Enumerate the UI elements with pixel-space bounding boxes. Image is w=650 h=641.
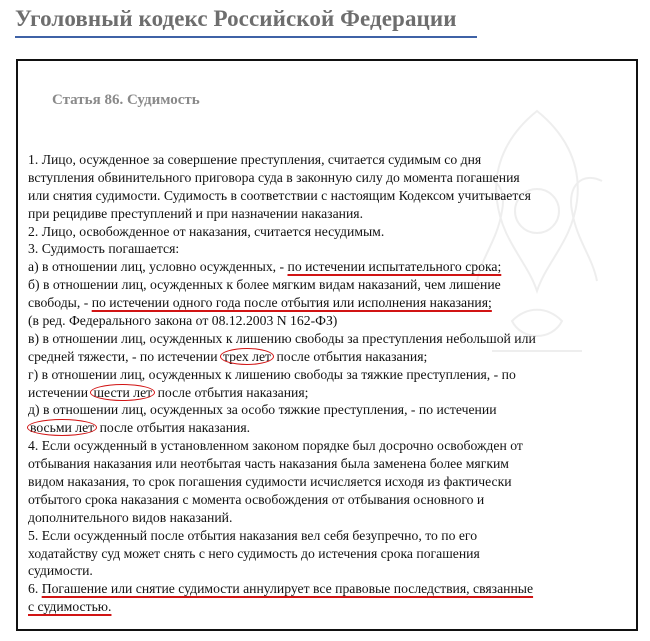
line-text: отбывания наказания или неотбытая часть наказания была заменена более мягким <box>28 456 509 472</box>
article-line <box>28 258 632 276</box>
article-line <box>28 580 632 598</box>
line-text: 3. Судимость погашается: <box>28 241 180 257</box>
line-text: 1. Лицо, осужденное за совершение преступления, считается судимым со дня <box>28 152 482 167</box>
line-text: судимости. <box>28 563 93 579</box>
article-line <box>28 527 632 545</box>
article-line <box>28 187 632 205</box>
underlined-phrase: по истечении испытательного срока; <box>287 259 502 275</box>
article-line <box>28 562 632 580</box>
article-line <box>28 455 632 473</box>
article-line <box>28 348 632 366</box>
line-text: при рецидиве преступлений и при назначении наказания. <box>28 205 364 221</box>
line-text: б) в отношении лиц, осужденных к более мягким видам наказаний, чем лишение <box>28 277 501 293</box>
article-line <box>28 545 632 563</box>
article-heading: Статья 86. Судимость <box>52 92 200 108</box>
article-line <box>28 401 632 419</box>
line-prefix: свободы, - <box>28 295 92 311</box>
line-text: отбытого срока наказания с момента освобождения от отбывания основного и <box>28 491 485 507</box>
article-line <box>28 330 632 348</box>
underlined-phrase: с судимостью. <box>28 599 112 615</box>
line-suffix: после отбытия наказания; <box>273 348 428 364</box>
article-line <box>28 509 632 527</box>
underlined-phrase: по истечении одного года после отбытия или исполнения наказания; <box>91 295 492 311</box>
article-line <box>28 169 632 187</box>
line-text: видом наказания, то срок погашения судимости исчисляется исходя из фактически <box>28 474 512 490</box>
line-text: 2. Лицо, освобожденное от наказания, считается несудимым. <box>28 223 385 239</box>
document-frame <box>16 59 638 631</box>
article-line <box>28 240 632 258</box>
article-line <box>28 205 632 223</box>
page-title: Уголовный кодекс Российской Федерации <box>15 6 457 31</box>
line-text: в) в отношении лиц, осужденных к лишению свободы за преступления небольшой или <box>28 330 536 346</box>
line-text: вступления обвинительного приговора суда в законную силу до момента погашения <box>28 169 520 185</box>
line-text: ходатайству суд может снять с него судимость до истечения срока погашения <box>28 545 480 561</box>
article-line <box>28 419 632 437</box>
line-text: д) в отношении лиц, осужденных за особо тяжкие преступления, - по истечении <box>28 402 497 418</box>
line-prefix: 6. <box>28 581 42 597</box>
article-line <box>28 384 632 402</box>
line-text: (в ред. Федерального закона от 08.12.2003 N 162-ФЗ) <box>28 313 338 329</box>
article-line <box>28 312 632 330</box>
line-prefix: средней тяжести, - по истечении <box>28 348 221 364</box>
circled-term: трех лет <box>222 348 272 364</box>
article-line <box>28 437 632 455</box>
line-suffix: после отбытия наказания; <box>154 384 309 400</box>
article-body <box>28 151 632 616</box>
article-line <box>28 598 632 616</box>
line-text: 5. Если осужденный после отбытия наказания вел себя безупречно, то по его <box>28 527 478 543</box>
line-text: 4. Если осужденный в установленном законом порядке был досрочно освобожден от <box>28 438 523 454</box>
line-text: дополнительного видов наказаний. <box>28 509 233 525</box>
article-line <box>28 223 632 241</box>
circled-term: шести лет <box>93 384 153 400</box>
circled-term: восьми лет <box>30 420 95 436</box>
line-text: г) в отношении лиц, осужденных к лишению свободы за тяжкие преступления, - по <box>28 366 516 382</box>
article-line <box>28 491 632 509</box>
line-text: или снятия судимости. Судимость в соответствии с настоящим Кодексом учитывается <box>28 187 531 203</box>
line-prefix: истечении <box>28 384 92 400</box>
article-line <box>28 151 632 169</box>
line-prefix: а) в отношении лиц, условно осужденных, - <box>28 259 288 275</box>
article-line <box>28 366 632 384</box>
article-line <box>28 294 632 312</box>
title-underline <box>15 36 477 38</box>
article-line <box>28 473 632 491</box>
underlined-phrase: Погашение или снятие судимости аннулирует все правовые последствия, связанные <box>41 581 534 597</box>
article-line <box>28 276 632 294</box>
line-suffix: после отбытия наказания. <box>96 420 251 436</box>
